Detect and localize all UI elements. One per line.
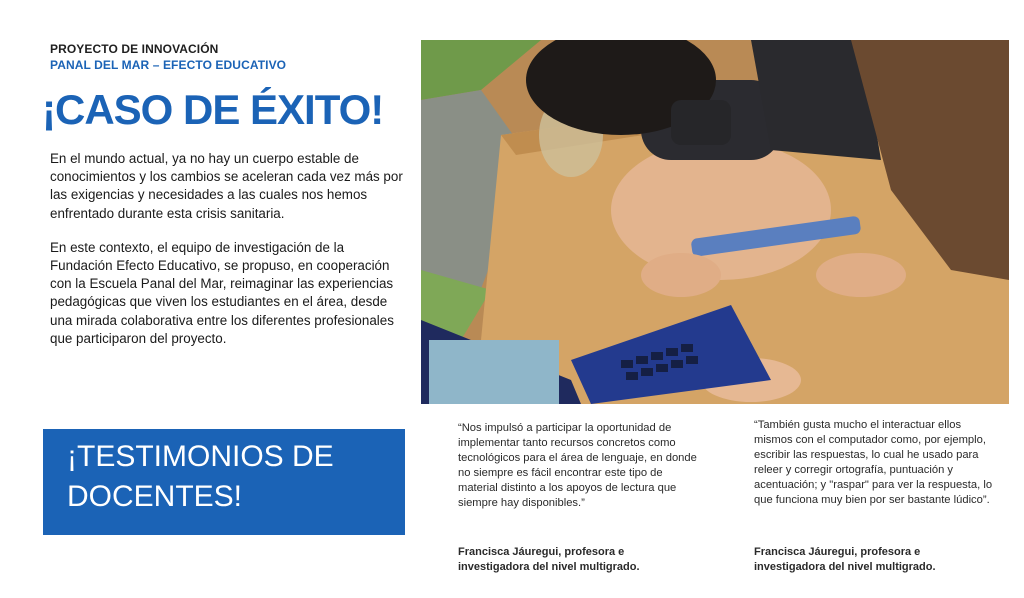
testimonial-attribution-2: Francisca Jáuregui, profesora e investigadora del nivel multigrado. <box>754 546 936 573</box>
classroom-photo <box>421 40 1009 404</box>
testimonial-attribution-1: Francisca Jáuregui, profesora e investigadora del nivel multigrado. <box>458 546 640 573</box>
testimonial-quote-1: “Nos impulsó a participar la oportunidad de implementar tanto recursos concretos como tecnológicos para el área de lenguaje, en donde no siempre es fácil encontrar este tipo de material distinto a los apoyos de lectura que siempre hay disponibles.” <box>458 422 697 509</box>
page-title: ¡CASO DE ÉXITO! <box>42 86 384 133</box>
intro-paragraph-2: En este contexto, el equipo de investigación de la Fundación Efecto Educativo, se propuso, en cooperación con la Escuela Panal del Mar, reimaginar las experiencias pedagógicas que viven los estudiantes en el área, desde una mirada colaborativa entre los diferentes profesionales que participaron del proyecto. <box>50 239 394 346</box>
body-text <box>50 150 410 364</box>
project-kicker <box>50 41 286 73</box>
testimonial-quote-2: “También gusta mucho el interactuar ellos mismos con el computador como, por ejemplo, escribir las respuestas, lo cual he usado para releer y corregir ortografía, puntuación y acentuación; y "raspar" para ver la respuesta, lo que funciona muy bien por ser bastante lúdico”. <box>754 419 993 506</box>
classroom-photo-illustration <box>421 40 1009 404</box>
testimonials-banner <box>43 429 405 535</box>
testimonials-banner-line-1: ¡TESTIMONIOS DE <box>67 440 334 473</box>
kicker-line-1: PROYECTO DE INNOVACIÓN <box>50 42 219 56</box>
intro-paragraph-1: En el mundo actual, ya no hay un cuerpo estable de conocimientos y los cambios se aceleran cada vez más por las exigencias y necesidades a las cuales nos hemos enfrentado durante esta crisis sanitaria. <box>50 151 403 221</box>
kicker-line-2: PANAL DEL MAR – EFECTO EDUCATIVO <box>50 58 287 72</box>
testimonials-banner-line-2: DOCENTES! <box>67 480 243 513</box>
